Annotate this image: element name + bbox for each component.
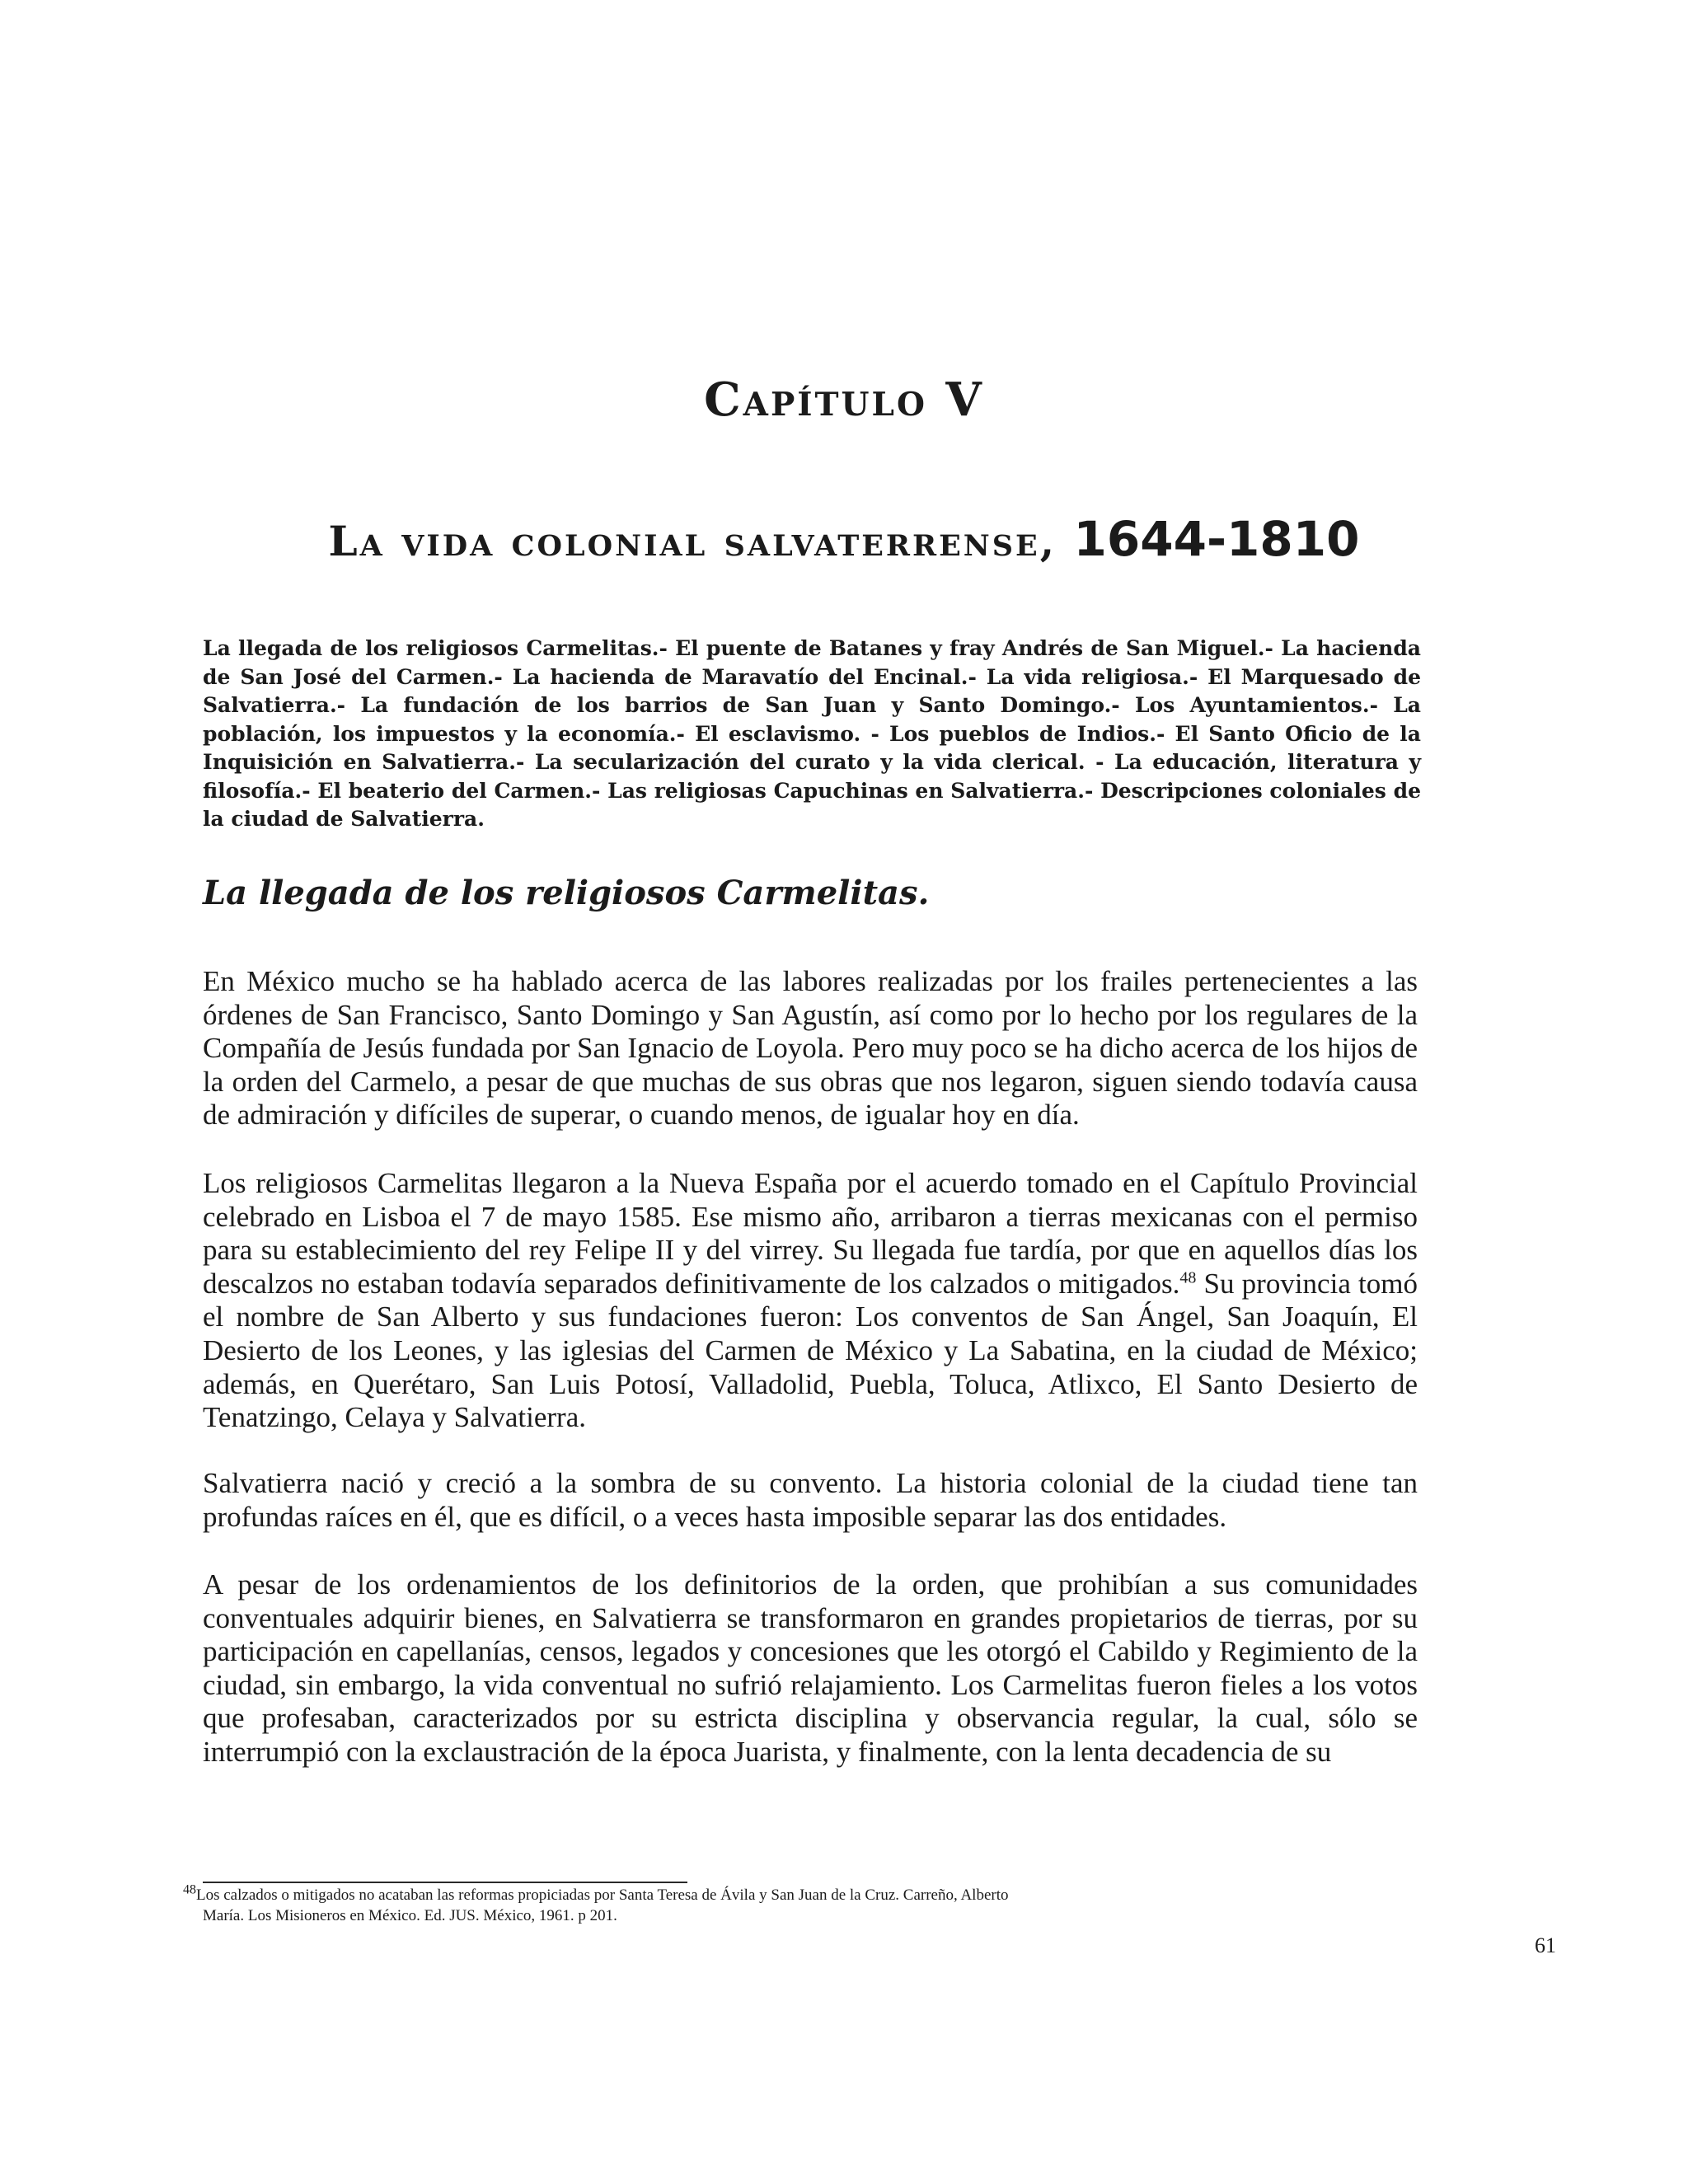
footnote-line-1: Los calzados o mitigados no acataban las reformas propiciadas por Santa Teresa de Ávila y San Juan de la Cruz. Carreño, Alberto	[196, 1886, 1009, 1904]
paragraph-text	[203, 1167, 1418, 1435]
section-heading: La llegada de los religiosos Carmelitas.	[203, 874, 930, 912]
body-paragraph-1	[203, 965, 1418, 1132]
chapter-label: Capítulo V	[704, 373, 984, 427]
chapter-title-text: La vida colonial salvaterrense,	[328, 517, 1074, 565]
chapter-title	[0, 511, 1688, 567]
chapter-summary: La llegada de los religiosos Carmelitas.- El puente de Batanes y fray Andrés de San Miguel.- La hacienda de San José del Carmen.- La hacienda de Maravatío del Encinal.- La vida religiosa.- El Marquesado de Salvatierra.- La fundación de los barrios de San Juan y Santo Domingo.- Los Ayuntamientos.- La población, los impuestos y la economía.- El esclavismo. - Los pueblos de Indios.- El Santo Oficio de la Inquisición en Salvatierra.- La secularización del curato y la vida clerical. - La educación, literatura y filosofía.- El beaterio del Carmen.- Las religiosas Capuchinas en Salvatierra.- Descripciones coloniales de la ciudad de Salvatierra.	[203, 636, 1421, 831]
paragraph-text: En México mucho se ha hablado acerca de las labores realizadas por los frailes pertenecientes a las órdenes de San Francisco, Santo Domingo y San Agustín, así como por lo hecho por los regulares de la Compañía de Jesús fundada por San Ignacio de Loyola. Pero muy poco se ha dicho acerca de los hijos de la orden del Carmelo, a pesar de que muchas de sus obras que nos legaron, siguen siendo todavía causa de admiración y difíciles de superar, o cuando menos, de igualar hoy en día.	[203, 965, 1418, 1132]
paragraph-text-part-a: Los religiosos Carmelitas llegaron a la Nueva España por el acuerdo tomado en el Capítulo Provincial celebrado en Lisboa el 7 de mayo 1585. Ese mismo año, arribaron a tierras mexicanas con el permiso para su establecimiento del rey Felipe II y del virrey. Su llegada fue tardía, por que en aquellos días los descalzos no estaban todavía separados definitivamente de los calzados o mitigados.	[203, 1167, 1418, 1300]
paragraph-text: A pesar de los ordenamientos de los definitorios de la orden, que prohibían a sus comunidades conventuales adquirir bienes, en Salvatierra se transformaron en grandes propietarios de tierras, por su participación en capellanías, censos, legados y concesiones que les otorgó el Cabildo y Regimiento de la ciudad, sin embargo, la vida conventual no sufrió relajamiento. Los Carmelitas fueron fieles a los votos que profesaban, caracterizados por su estricta disciplina y observancia regular, la cual, sólo se interrumpió con la exclaustración de la época Juarista, y finalmente, con la lenta decadencia de su	[203, 1568, 1418, 1768]
footnote-line-2: María. Los Misioneros en México. Ed. JUS. México, 1961. p 201.	[203, 1907, 617, 1924]
body-paragraph-3	[203, 1467, 1418, 1534]
chapter-title-years: 1644-1810	[1073, 511, 1360, 567]
body-paragraph-2	[203, 1167, 1418, 1435]
footnote-number: 48	[183, 1882, 196, 1897]
page-number: 61	[1535, 1933, 1556, 1957]
body-paragraph-4	[203, 1568, 1418, 1769]
paragraph-text-part-b: Su provincia tomó el nombre de San Alberto y sus fundaciones fueron: Los conventos de San Ángel, San Joaquín, El Desierto de los Leones, y las iglesias del Carmen de México y La Sabatina, en la ciudad de México; además, en Querétaro, San Luis Potosí, Valladolid, Puebla, Toluca, Atlixco, El Santo Desierto de Tenatzingo, Celaya y Salvatierra.	[203, 1267, 1418, 1434]
footnote	[183, 1882, 1156, 1926]
footnote-reference[interactable]: 48	[1179, 1268, 1197, 1287]
paragraph-text: Salvatierra nació y creció a la sombra de su convento. La historia colonial de la ciudad tiene tan profundas raíces en él, que es difícil, o a veces hasta imposible separar las dos entidades.	[203, 1467, 1418, 1533]
footnote-divider	[203, 1882, 687, 1883]
